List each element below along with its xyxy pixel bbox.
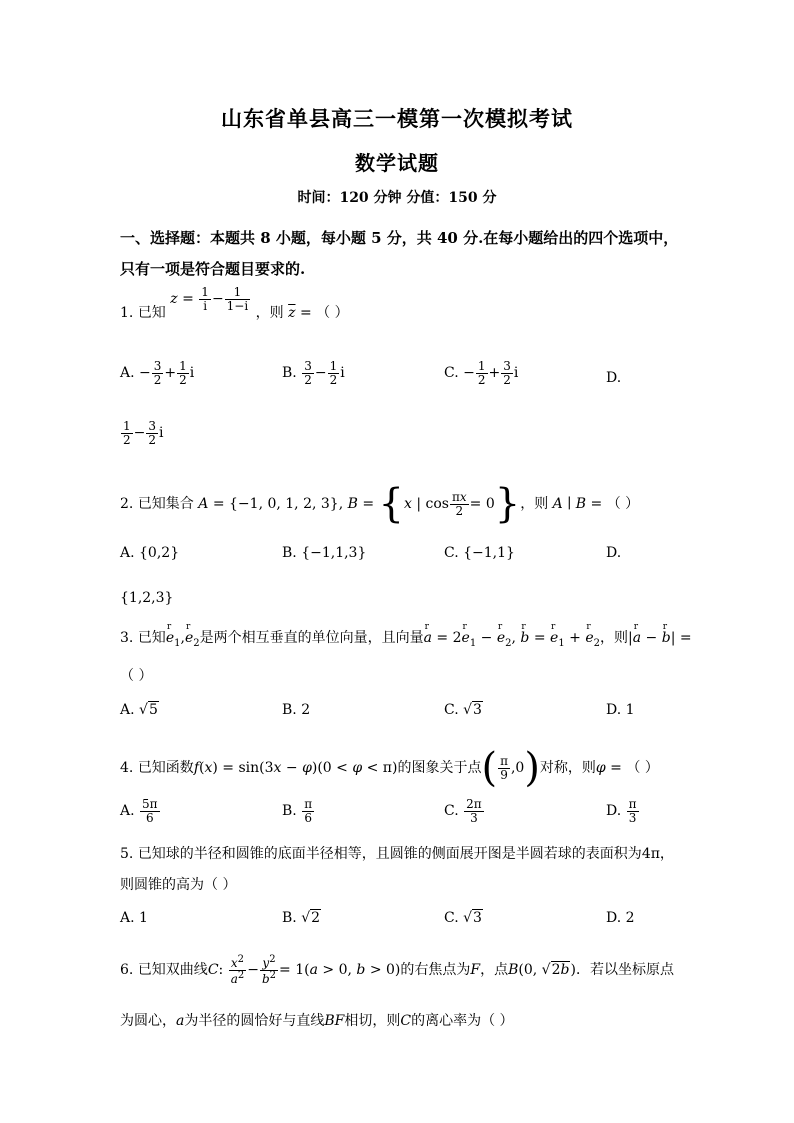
q5-option-d[interactable]: D. 2 — [606, 910, 635, 926]
q1-option-c[interactable]: C. − $\frac{1}{2}$ + $\frac{3}{2}$ i — [444, 359, 519, 387]
q5-option-c[interactable]: C. √3 — [444, 910, 482, 926]
q1-option-d-value: $\frac{1}{2}$ − $\frac{3}{2}$ i — [123, 419, 164, 447]
question-2: 2. 已知集合 A = {−1, 0, 1, 2, 3}, B = {x | cos $\frac{\pi x}{2}$ = 0}，则 A ∣ B = （ ） — [120, 481, 640, 527]
q1-formula: z = $\frac{1}{i}$ − $\frac{1}{1-i}$ — [170, 285, 249, 313]
question-6-line1: 6. 已知双曲线C: $\frac{x^2}{a^2}$ − $\frac{y^2}{b^2}$ = 1(a > 0, b > 0)的右焦点为F，点B(0, √2b)．若以坐标原点 — [120, 954, 674, 986]
exam-subject: 数学试题 — [355, 151, 439, 175]
exam-title: 山东省单县高三一模第一次模拟考试 — [221, 106, 573, 131]
q4-option-c[interactable]: C. $\frac{2\pi}{3}$ — [444, 797, 482, 825]
question-5-line2: 则圆锥的高为（ ） — [120, 877, 237, 893]
q4-option-b[interactable]: B. $\frac{\pi}{6}$ — [282, 797, 313, 825]
q2-option-d[interactable]: D. — [606, 545, 622, 561]
section-heading-line2: 只有一项是符合题目要求的. — [120, 260, 306, 278]
q4-option-d[interactable]: D. $\frac{\pi}{3}$ — [606, 797, 637, 825]
q3-option-d[interactable]: D. 1 — [606, 702, 635, 718]
q2-option-d-value: {1,2,3} — [120, 590, 174, 606]
question-6-line2: 为圆心，a为半径的圆恰好与直线BF相切，则C的离心率为（ ） — [120, 1013, 514, 1029]
q2-option-b[interactable]: B. {−1,1,3} — [282, 545, 367, 561]
section-heading-line1: 一、选择题：本题共 8 小题，每小题 5 分，共 40 分.在每小题给出的四个选项中， — [120, 229, 679, 247]
question-3: 3. 已知r $e_1,r$ $e_2$是两个相互垂直的单位向量，且向量r a = 2r $e_1 - r$ $e_2$, r b = r $e_1 + r$ $e_2$，则|r a − r b| = — [120, 627, 692, 649]
q1-option-a[interactable]: A. − $\frac{3}{2}$ + $\frac{1}{2}$ i — [120, 359, 195, 387]
q3-blank: （ ） — [120, 668, 153, 684]
question-1: 1. 已知 z = $\frac{1}{i}$ − $\frac{1}{1-i}$ ，则 $\overline{z}$ = （ ） — [120, 285, 349, 322]
q3-option-c[interactable]: C. √3 — [444, 702, 482, 718]
q2-option-c[interactable]: C. {−1,1} — [444, 545, 515, 561]
q3-option-b[interactable]: B. 2 — [282, 702, 311, 718]
q4-option-a[interactable]: A. $\frac{5\pi}{6}$ — [120, 797, 158, 825]
question-5-line1: 5. 已知球的半径和圆锥的底面半径相等，且圆锥的侧面展开图是半圆若球的表面积为4π， — [120, 846, 674, 862]
q2-option-a[interactable]: A. {0,2} — [120, 545, 180, 561]
q5-option-b[interactable]: B. √2 — [282, 910, 321, 926]
question-4: 4. 已知函数f(x) = sin(3x − φ)(0 < φ < π)的图象关于点( $\frac{\pi}{9}$ ,0)对称，则φ = （ ） — [120, 745, 659, 791]
q3-option-a[interactable]: A. √5 — [120, 702, 158, 718]
q1-option-b[interactable]: B. $\frac{3}{2}$ − $\frac{1}{2}$ i — [282, 359, 345, 387]
q1-option-d[interactable]: D. — [606, 370, 622, 386]
q5-option-a[interactable]: A. 1 — [120, 910, 148, 926]
exam-info: 时间：120 分钟 分值：150 分 — [297, 190, 497, 206]
